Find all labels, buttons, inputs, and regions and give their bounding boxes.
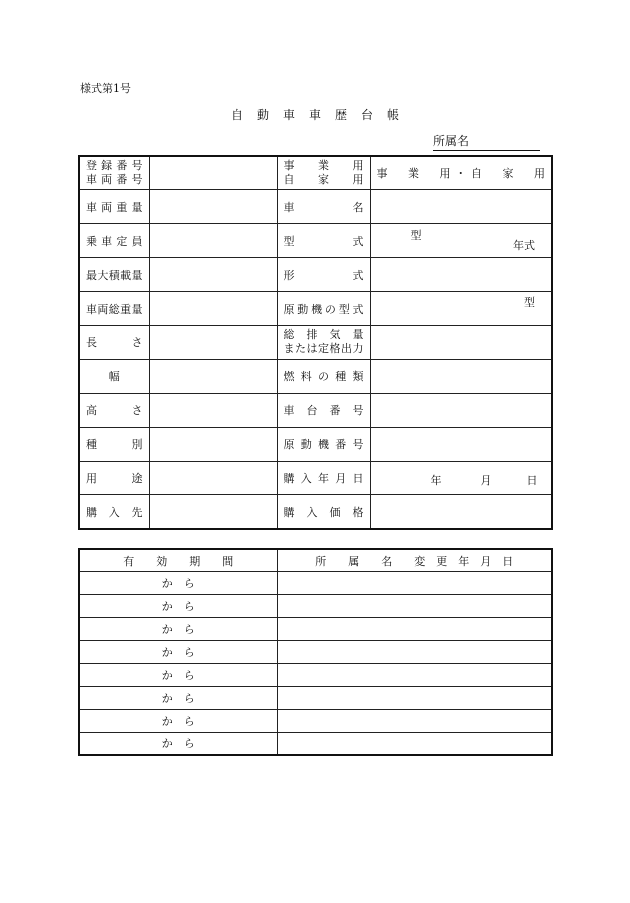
change-cell[interactable] (277, 663, 552, 686)
value-cell[interactable] (370, 359, 552, 393)
label-line: または定格出力 (283, 342, 364, 356)
table-row (79, 224, 552, 258)
row-label: 燃料の種類 (277, 359, 370, 393)
value-cell[interactable] (149, 156, 277, 190)
table-row (79, 641, 552, 664)
label-line: 車両番号 (86, 173, 143, 187)
table-row (79, 618, 552, 641)
model-label: 型 (410, 229, 422, 243)
value-cell[interactable] (370, 495, 552, 529)
row-label: 幅 (79, 359, 149, 393)
label-line: 総排気量 (283, 328, 364, 342)
table-row (79, 732, 552, 755)
table-row (79, 595, 552, 618)
row-label: 車名 (277, 190, 370, 224)
affiliation-history-table (78, 548, 553, 756)
value-cell[interactable] (370, 258, 552, 292)
engine-model-cell[interactable] (370, 292, 552, 326)
period-cell[interactable]: か ら (79, 572, 277, 595)
row-label: 原動機番号 (277, 427, 370, 461)
table-row (79, 325, 552, 359)
table-row (79, 461, 552, 495)
row-label (277, 156, 370, 190)
table-row (79, 359, 552, 393)
row-label (79, 156, 149, 190)
period-cell[interactable]: か ら (79, 732, 277, 755)
row-label: 最大積載量 (79, 258, 149, 292)
table-row (79, 572, 552, 595)
table-row (79, 393, 552, 427)
value-cell[interactable] (149, 224, 277, 258)
change-cell[interactable] (277, 686, 552, 709)
label-line: 事業用 (283, 159, 364, 173)
change-cell[interactable] (277, 618, 552, 641)
row-label (277, 325, 370, 359)
value-cell[interactable] (149, 393, 277, 427)
value-cell[interactable] (149, 292, 277, 326)
period-cell[interactable]: か ら (79, 595, 277, 618)
form-number: 様式第1号 (80, 82, 131, 95)
row-label: 原動機の型式 (277, 292, 370, 326)
label-line: 自家用 (283, 173, 364, 187)
row-label: 種別 (79, 427, 149, 461)
table-row (79, 427, 552, 461)
row-label: 形式 (277, 258, 370, 292)
value-cell[interactable] (149, 325, 277, 359)
table-row (79, 190, 552, 224)
row-label: 用途 (79, 461, 149, 495)
period-cell[interactable]: か ら (79, 618, 277, 641)
value-cell[interactable] (370, 325, 552, 359)
row-label: 購入先 (79, 495, 149, 529)
table-row (79, 709, 552, 732)
change-cell[interactable] (277, 641, 552, 664)
period-cell[interactable]: か ら (79, 641, 277, 664)
column-header-affiliation-change: 所 属 名 変 更 年 月 日 (277, 549, 552, 572)
row-label: 購入年月日 (277, 461, 370, 495)
change-cell[interactable] (277, 595, 552, 618)
affiliation-label: 所属名 (433, 132, 540, 151)
model-year-cell[interactable] (370, 224, 552, 258)
value-cell[interactable] (149, 461, 277, 495)
row-label: 乗車定員 (79, 224, 149, 258)
period-cell[interactable]: か ら (79, 663, 277, 686)
vehicle-record-table (78, 155, 553, 530)
row-label: 購入価格 (277, 495, 370, 529)
period-cell[interactable]: か ら (79, 709, 277, 732)
value-cell[interactable] (370, 427, 552, 461)
table-row (79, 156, 552, 190)
table-header-row (79, 549, 552, 572)
year-unit: 年 (430, 473, 442, 487)
row-label: 型式 (277, 224, 370, 258)
value-cell[interactable] (370, 190, 552, 224)
row-label: 高さ (79, 393, 149, 427)
month-unit: 月 (480, 473, 492, 487)
row-label: 長さ (79, 325, 149, 359)
table-row (79, 258, 552, 292)
model-label: 型 (524, 296, 535, 310)
column-header-period: 有 効 期 間 (79, 549, 277, 572)
value-cell[interactable] (149, 427, 277, 461)
row-label: 車両重量 (79, 190, 149, 224)
value-cell[interactable] (149, 495, 277, 529)
table-row (79, 663, 552, 686)
table-row (79, 495, 552, 529)
change-cell[interactable] (277, 572, 552, 595)
year-label: 年式 (513, 239, 535, 253)
table-row (79, 686, 552, 709)
row-label: 車台番号 (277, 393, 370, 427)
value-cell[interactable] (370, 393, 552, 427)
table-row (79, 292, 552, 326)
value-cell[interactable] (149, 258, 277, 292)
day-unit: 日 (526, 473, 538, 487)
change-cell[interactable] (277, 709, 552, 732)
value-cell[interactable] (149, 190, 277, 224)
row-label: 車両総重量 (79, 292, 149, 326)
usage-choice[interactable]: 事 業 用・自 家 用 (370, 156, 552, 190)
label-line: 登録番号 (86, 159, 143, 173)
period-cell[interactable]: か ら (79, 686, 277, 709)
value-cell[interactable] (149, 359, 277, 393)
purchase-date-cell[interactable] (370, 461, 552, 495)
change-cell[interactable] (277, 732, 552, 755)
page-title: 自動車車歴台帳 (230, 108, 413, 122)
